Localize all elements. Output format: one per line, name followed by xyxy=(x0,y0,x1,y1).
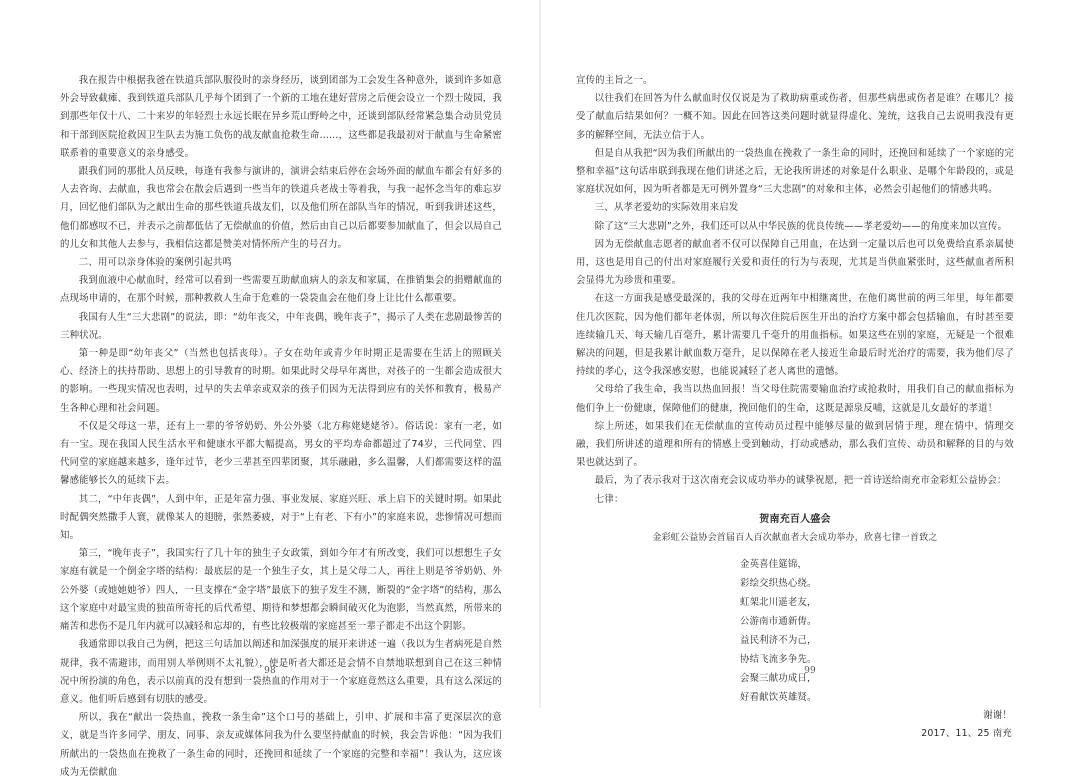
page-number: 98 xyxy=(264,665,276,676)
poem-line: 公游南市通新俦。 xyxy=(740,616,817,628)
paragraph: 其二，“中年丧偶”，人到中年，正是年富力强、事业发展、家庭兴旺、承上启下的关键时期。如果此时配偶突然撒手人寰，就像某人的翅膀，张然萎疲，对于“上有老、下有小”的家庭来说，悲惨情况可想而知。 xyxy=(60,493,502,542)
poem-line: 金英喜佳筵锦， xyxy=(740,559,808,571)
closing-date: 2017、11、25 南充 xyxy=(921,728,1012,740)
left-page xyxy=(0,0,540,778)
poem-title: 贺南充百人盛会 xyxy=(759,513,831,525)
page-number: 99 xyxy=(804,665,816,676)
section-heading: 二、用可以亲身体验的案例引起共鸣 xyxy=(78,257,232,269)
paragraph: 不仅是父母这一辈，还有上一辈的爷爷奶奶、外公外婆（北方称姥姥姥爷）。俗话说：家有一老，如有一宝。现在我国人民生活水平和健康水平都大幅提高，男女的平均寿命都超过了74岁，三代同堂、四代同堂的家庭越来越多，逢年过节，老少三辈甚至四辈团聚，其乐融融，多么温馨，人们都需要这样的温馨感能够长久的延续下去。 xyxy=(60,420,502,487)
paragraph: 除了这“三大悲剧”之外，我们还可以从中华民族的优良传统——孝老爱幼——的角度来加以宣传。 xyxy=(594,220,1008,232)
paragraph: 父母给了我生命，我当以热血回报！当父母住院需要输血治疗或抢救时，用我们自己的献血指标为他们争上一份健康，保障他们的健康，挽回他们的生命，这既是源泉反哺，这就是儿女最好的孝道！ xyxy=(576,384,1014,414)
paragraph: 我通常即以我自己为例，把这三句话加以阐述和加深强度的展开来讲述一遍（我以为生者病死是自然规律，我不需避讳，而用别人举例则不太礼貌），使是听者大都还是会情不自禁地联想到自己在这三种情况中所扮演的角色，表示以前真的没有想到一袋热血的作用对于一个家庭竟然这么重要，具有这么深远的意义。他们听后感到有切肤的感受。 xyxy=(60,639,502,705)
paragraph: 我在报告中根据我爸在铁道兵部队服役时的亲身经历，谈到团部为工会发生各种意外，谈到许多如意外会导致截瘫、我到铁道兵部队几乎每个团到了一个新的工地在建好营房之后便会设立一个烈士陵园，我到那些年仅十八、二十来岁的年轻烈士永远长眠在异乡荒山野岭之中，还谈到部队经常紧急集合动员党员和干部到医院抢救因卫生队去为施工负伤的战友献血抢救生命……，这些都是我最初对于献血与生命紧密联系着的重要意义的亲身感受。 xyxy=(60,75,502,159)
paragraph: 以往我们在回答为什么献血时仅仅说是为了救助病重或伤者，但那些病患或伤者是谁？在哪儿？接受了献血后结果如何？一概不知。因此在回答这类问题时就显得虚化、笼统，这我自己去说明我没有更多的解释空间，无法立信于人。 xyxy=(576,93,1014,141)
paragraph: 第一种是即“幼年丧父”（当然也包括丧母）。子女在幼年或青少年时期正是需要在生活上的照顾关心、经济上的扶持帮助、思想上的引导教育的时期。如果此时父母早年离世，对孩子的一生都会造成很大的影响。一些现实情况也表明，过早的失去单亲或双亲的孩子们因为无法得到应有的关怀和教育，极易产生各种心理和社会问题。 xyxy=(60,348,502,414)
paragraph: 但是自从我把“因为我们所献出的一袋热血在挽救了一条生命的同时，还挽回和延续了一个家庭的完整和幸福”这句话串联到我现在他们讲述之后，无论我所讲述的对象是什么职业、是哪个年龄段的，或是家庭状况如何，因为听者都是无可例外置身“三大悲剧”的对象和主体，必然会引起他们的情感共鸣。 xyxy=(576,147,1014,196)
paragraph: 综上所述，如果我们在无偿献血的宣传动员过程中能够尽量的做到居情于理，理在情中，情理交融，我们所讲述的道理和所有的情感上受到触动，打动或感动，那么我们宣传、动员和解释的目的与效果也就达到了。 xyxy=(576,420,1014,469)
paragraph: 宣传的主旨之一。 xyxy=(576,75,653,86)
paragraph: 跟我们同的那批人员反映，每逢有我参与演讲的，演讲会结束后停在会场外面的献血车都会有好多的人去咨询、去献血，我也常会在散会后遇到一些当年的铁道兵老战士等着我，与我一起怀念当年的难忘岁月，回忆他们部队为之献出生命的那些铁道兵战友们，以及他们所在部队当年的情况，听到我讲述这些，他们都感叹不已，并表示之前都低估了无偿献血的价值，然后由自己以后都要参加献血了，但会以局自己的儿女和其他人去参与，我相信这都是赞美对情怀所产生的号召力。 xyxy=(60,166,502,250)
poem-line: 益民利济不为己， xyxy=(740,635,817,647)
poem-line: 会聚三献功成日， xyxy=(740,673,817,685)
closing-thanks: 谢谢！ xyxy=(983,710,1012,722)
paragraph: 最后，为了表示我对于这次南充会议成功举办的诚挚祝愿，把一首诗送给南充市金彩虹公益协会： xyxy=(594,475,1007,487)
right-page xyxy=(540,0,1080,740)
section-heading: 三、从孝老爱幼的实际效用来启发 xyxy=(594,202,739,214)
paragraph: 我到血液中心献血时，经常可以看到一些需要互助献血病人的亲友和家属，在推销集会的捐赠献血的点现场申请的，在那个时候，那种教救人生命于危难的一袋袋血会在他们身上让比什么都重要。 xyxy=(60,275,502,305)
poem xyxy=(740,555,850,707)
poem-subtitle: 金彩虹公益协会首届百人百次献血者大会成功举办，欣喜七律一首致之 xyxy=(652,533,938,544)
poem-line: 彩绘交织热心绕。 xyxy=(740,578,817,590)
paragraph: 我国有人生“三大悲剧”的说法，即：“幼年丧父，中年丧偶，晚年丧子”，揭示了人类在悲剧最惨苦的三种状况。 xyxy=(60,311,502,341)
paragraph: 七律： xyxy=(594,493,624,505)
paragraph: 在这一方面我是感受最深的，我的父母在近两年中相继离世，在他们离世前的两三年里，每年都要住几次医院，因为他们都年老体弱，所以每次住院后医生开出的治疗方案中都会包括输血，有时甚至要连续输几天、每天输几百毫升，累计需要几千毫升的用血指标。如果这些在别的家庭，无疑是一个很难解决的问题，但是我累计献血数万毫升，足以保障在老人接近生命最后时光治疗的需要，我为他们尽了持续的孝心，这令我深感安慰，也能说减轻了老人离世的遗憾。 xyxy=(576,293,1014,378)
poem-line: 协结飞流多争先。 xyxy=(740,654,817,666)
paragraph: 第三，“晚年丧子”，我国实行了几十年的独生子女政策，到如今年才有所改变，我们可以想想生子女家庭有就是一个倒金字塔的结构：最底层的是一个独生子女，其上是父母二人，再往上则是爷爷奶奶、外公外婆（或她她她爷）四人，一旦支撑在“金字塔”最底下的独子发生不测，断裂的“金字塔”的结构，那么这个家庭中对最宝贵的独苗所寄托的后代希望、期待和梦想都会瞬间破灭化为泡影，当然真然，所带来的痛苦和悲伤不是几年内就可以减轻和忘却的，有些比较极端的家庭甚至一辈子都走不出这个阴影。 xyxy=(60,548,502,633)
paragraph: 因为无偿献血志愿者的献血者不仅可以保障自己用血，在达到一定量以后也可以免费给直系亲属使用，这也是用自己的付出对家庭履行关爱和责任的行为与表现，尤其是当供血紧张时，这些献血者所积会显得尤为珍贵和重要。 xyxy=(576,238,1014,287)
poem-line: 虹架北川遥老友， xyxy=(740,597,817,609)
poem-line: 好看献饮英雄贤。 xyxy=(740,692,817,704)
paragraph: 所以，我在“献出一袋热血，挽救一条生命”这个口号的基础上，引申、扩展和丰富了更深层次的意义，就是当许多同学、朋友、同事、亲友或媒体问我为什么要坚持献血的时候，我会告诉他：“因为我们所献出的一袋热血在挽救了一条生命的同时，还挽回和延续了一个家庭的完整和幸福”！我认为，这应该成为无偿献血 xyxy=(60,712,502,778)
